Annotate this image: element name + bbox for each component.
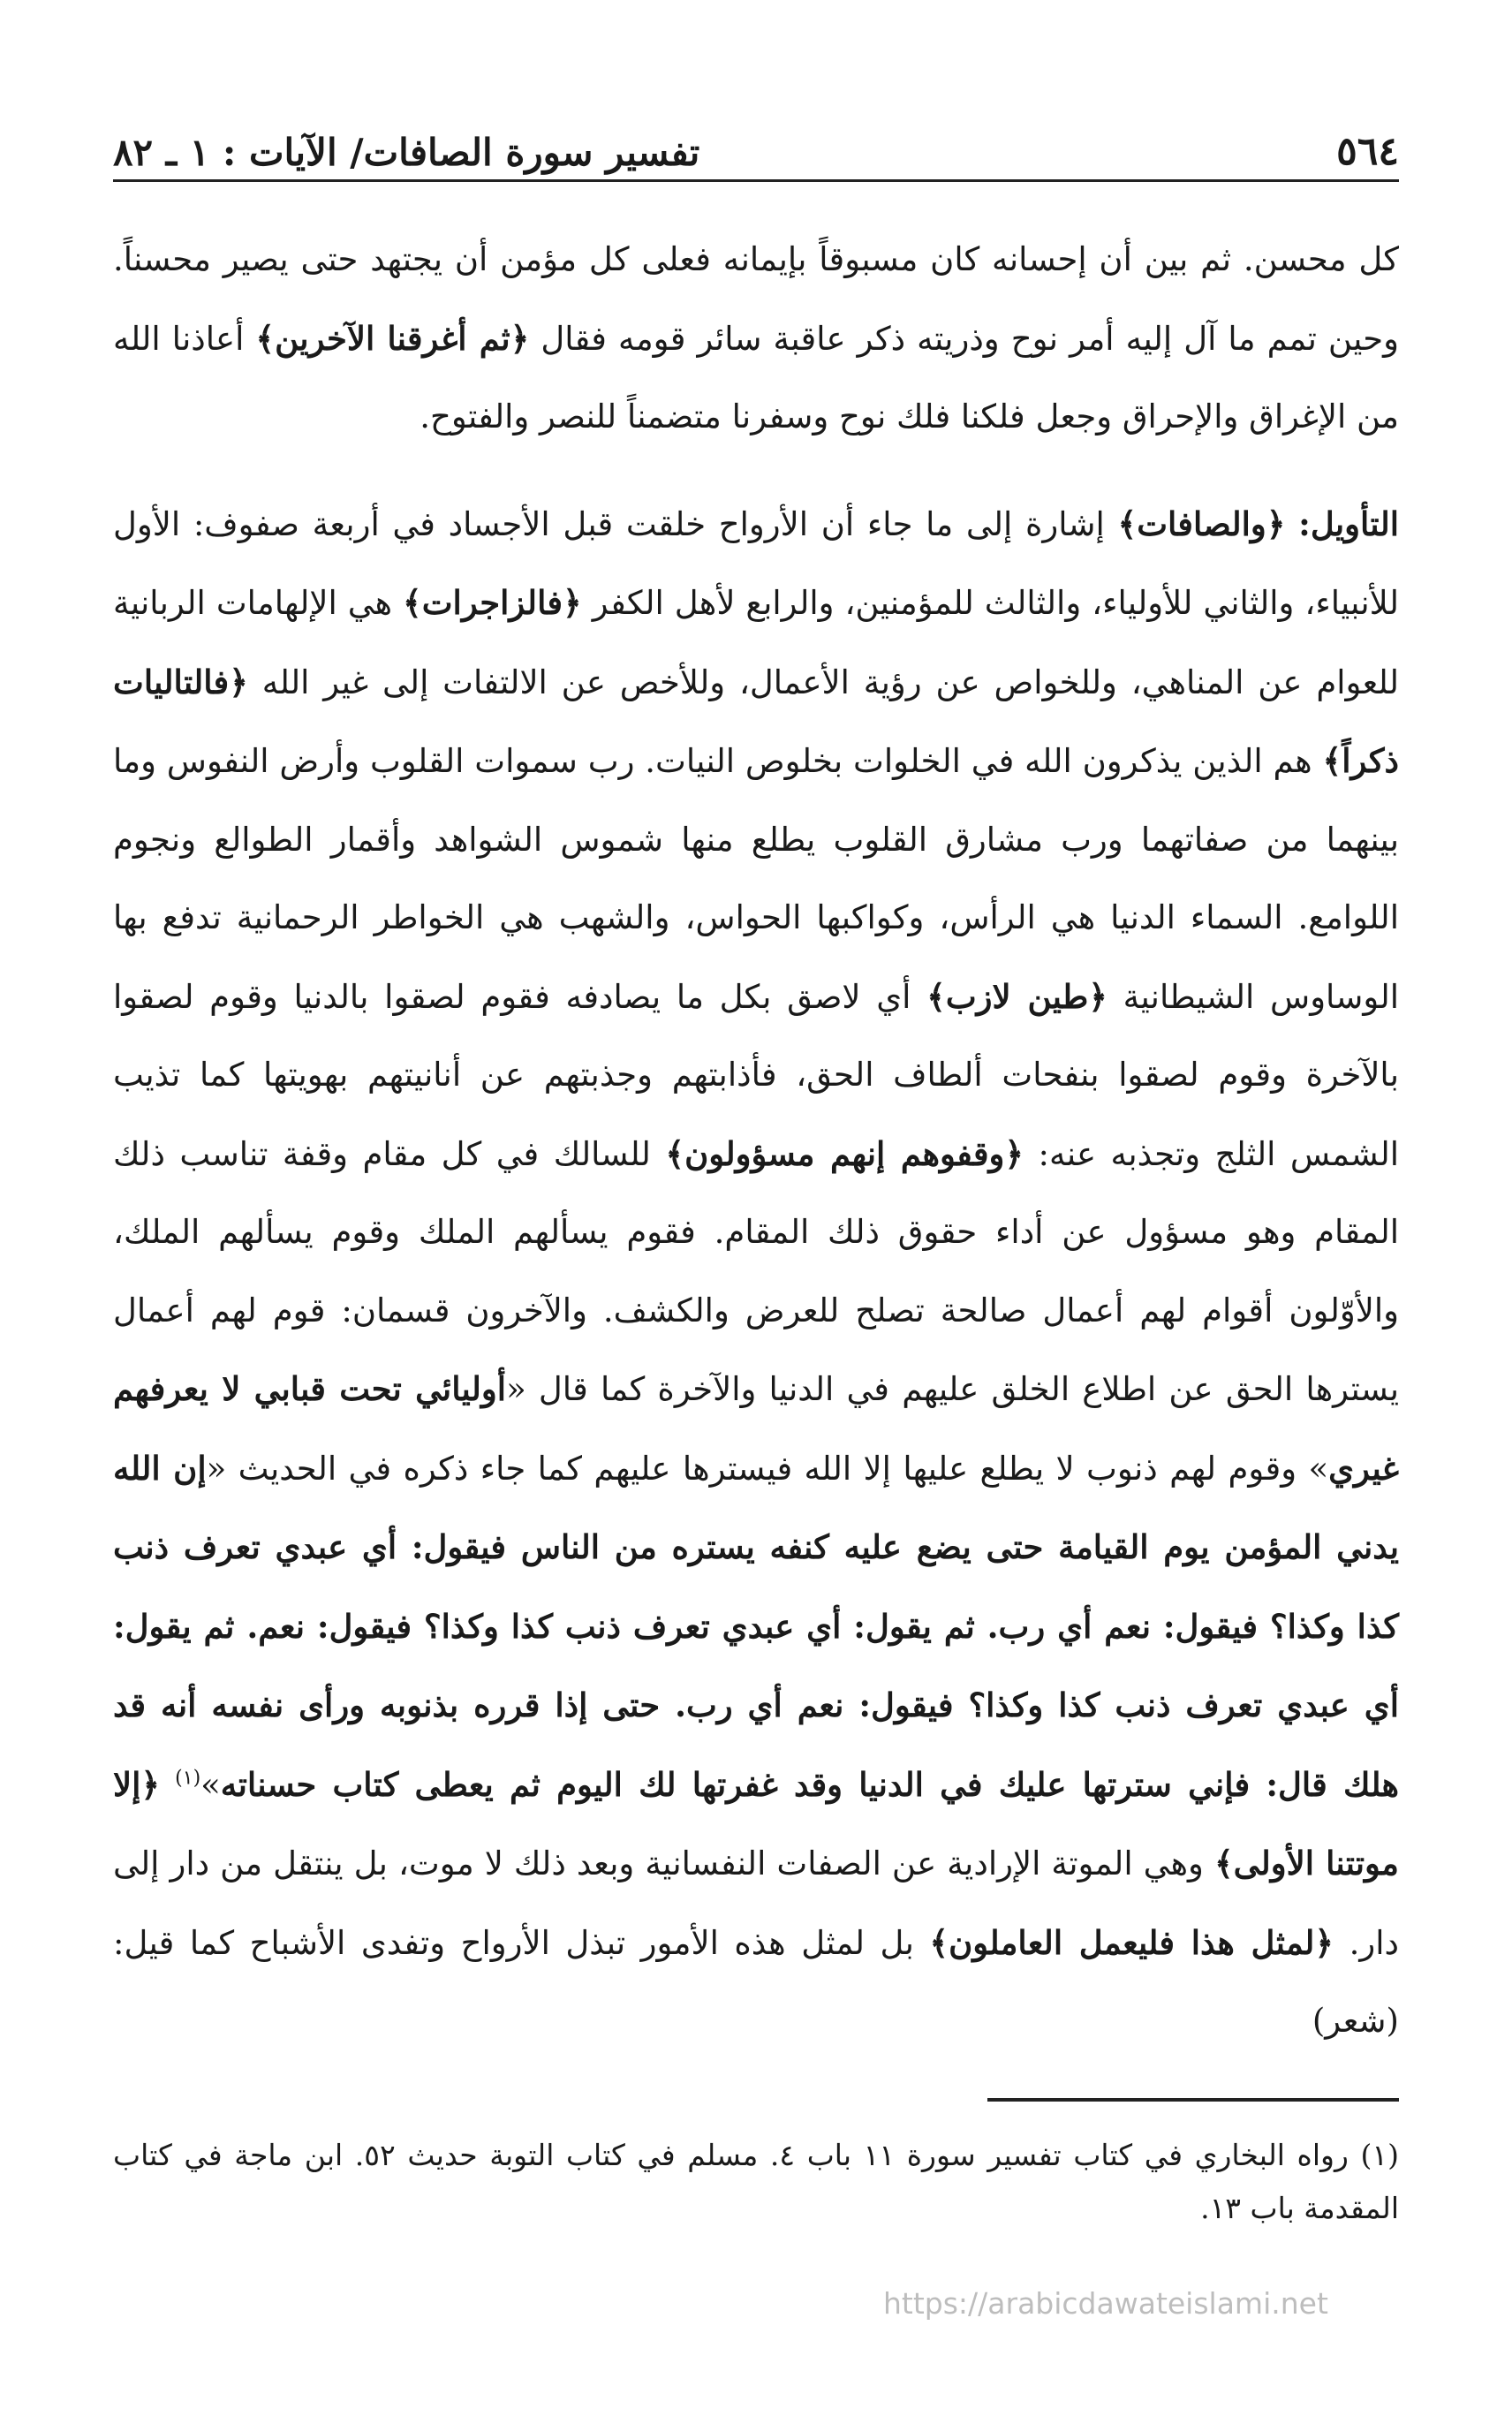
paragraph-1 bbox=[113, 221, 1399, 457]
quran-quote: ﴿طين لازب﴾ bbox=[926, 976, 1108, 1016]
quran-quote: ﴿فالزاجرات﴾ bbox=[403, 583, 582, 622]
footnote-text: (١) رواه البخاري في كتاب تفسير سورة ١١ باب ٤. مسلم في كتاب التوبة حديث ٥٢. ابن ماجة في كتاب المقدمة باب ١٣. bbox=[113, 2138, 1399, 2225]
footnote bbox=[113, 2129, 1399, 2235]
text-run: أي لاصق بكل ما يصادفه فقوم لصقوا بالدنيا وقوم لصقوا بالآخرة وقوم لصقوا بنفحات ألطاف الحق، فأذابتهم وجذبتهم عن أنانيتهم بهويتها كما تذيب الشمس الثلج وتجذبه عنه: bbox=[113, 977, 1400, 1173]
hadith-quote: أوليائي تحت قبابي لا يعرفهم غيري bbox=[113, 1369, 1399, 1488]
text-run: إشارة إلى ما جاء أن الأرواح خلقت قبل الأجساد في أربعة صفوف: الأول للأنبياء، والثاني للأولياء، والثالث للمؤمنين، والرابع لأهل الكفر bbox=[113, 504, 1399, 622]
quran-quote: ﴿ثم أغرقنا الآخرين﴾ bbox=[255, 318, 530, 358]
hadith-quote: إن الله يدني المؤمن يوم القيامة حتى يضع عليه كنفه يستره من الناس فيقول: أي عبدي تعرف ذنب كذا وكذا؟ فيقول: نعم أي رب. ثم يقول: أي عبدي تعرف ذنب كذا وكذا؟ فيقول: نعم. ثم يقول: أي عبدي تعرف ذنب كذا وكذا؟ فيقول: نعم أي رب. حتى إذا قرره بذنوبه ورأى نفسه أنه قد هلك قال: فإني سترتها عليك في الدنيا وقد غفرتها لك اليوم ثم يعطى كتاب حسناته bbox=[113, 1448, 1399, 1804]
text-run bbox=[1285, 505, 1298, 543]
paragraph-tawil bbox=[113, 485, 1399, 2061]
text-run: هي الإلهامات الربانية للعوام عن المناهي، وللخواص عن رؤية الأعمال، وللأخص عن الالتفات إلى غير الله bbox=[113, 584, 1399, 701]
watermark-url: https://arabicdawateislami.net bbox=[883, 2286, 1328, 2321]
quran-quote: ﴿لمثل هذا فليعمل العاملون﴾ bbox=[929, 1922, 1334, 1962]
footnote-divider bbox=[987, 2098, 1399, 2102]
text-run: بل لمثل هذه الأمور تبذل الأرواح وتفدى الأشباح كما قيل: (شعر) bbox=[113, 1923, 1399, 2040]
page-header bbox=[113, 124, 1399, 182]
section-label: التأويل: bbox=[1298, 504, 1399, 543]
body-text bbox=[113, 221, 1399, 2061]
text-run: » وقوم لهم ذنوب لا يطلع عليها إلا الله فيسترها عليهم كما جاء ذكره في الحديث « bbox=[206, 1449, 1329, 1488]
text-run: » bbox=[200, 1765, 221, 1804]
text-run bbox=[160, 1766, 175, 1804]
quran-quote: ﴿وقفوهم إنهم مسؤولون﴾ bbox=[665, 1133, 1024, 1173]
footnote-reference[interactable]: (١) bbox=[175, 1767, 201, 1790]
text-run: كل محسن. ثم بين أن إحسانه كان مسبوقاً بإيمانه فعلى كل مؤمن أن يجتهد حتى يصير محسناً. وحين تمم ما آل إليه أمر نوح وذريته ذكر عاقبة سائر قومه فقال bbox=[113, 240, 1399, 358]
text-run: أعاذنا الله من الإغراق والإحراق وجعل فلكنا فلك نوح وسفرنا متضمناً للنصر والفتوح. bbox=[113, 319, 1399, 436]
quran-quote: ﴿والصافات﴾ bbox=[1117, 504, 1286, 543]
page-number: ٥٦٤ bbox=[1336, 129, 1399, 174]
quran-quote: ﴿إلا موتتنا الأولى﴾ bbox=[113, 1764, 1399, 1882]
running-title: تفسير سورة الصافات/ الآيات : ١ ـ ٨٢ bbox=[113, 131, 700, 174]
quran-quote: ﴿فالتاليات ذكراً﴾ bbox=[113, 662, 1399, 780]
text-run: للسالك في كل مقام وقفة تناسب ذلك المقام وهو مسؤول عن أداء حقوق ذلك المقام. فقوم يسألهم الملك وقوم يسألهم الملك، والأوّلون أقوام لهم أعمال صالحة تصلح للعرض والكشف. والآخرون قسمان: قوم لهم أعمال يسترها الحق عن اطلاع الخلق عليهم في الدنيا والآخرة كما قال « bbox=[113, 1134, 1399, 1408]
text-run: هم الذين يذكرون الله في الخلوات بخلوص النيات. رب سموات القلوب وأرض النفوس وما بينهما من صفاتهما ورب مشارق القلوب يطلع منها شموس الشواهد وأقمار الطوالع ونجوم اللوامع. السماء الدنيا هي الرأس، وكواكبها الحواس، والشهب هي الخواطر الرحمانية تدفع بها الوساوس الشيطانية bbox=[113, 742, 1399, 1016]
text-run: وهي الموتة الإرادية عن الصفات النفسانية وبعد ذلك لا موت، بل ينتقل من دار إلى دار. bbox=[113, 1845, 1399, 1962]
